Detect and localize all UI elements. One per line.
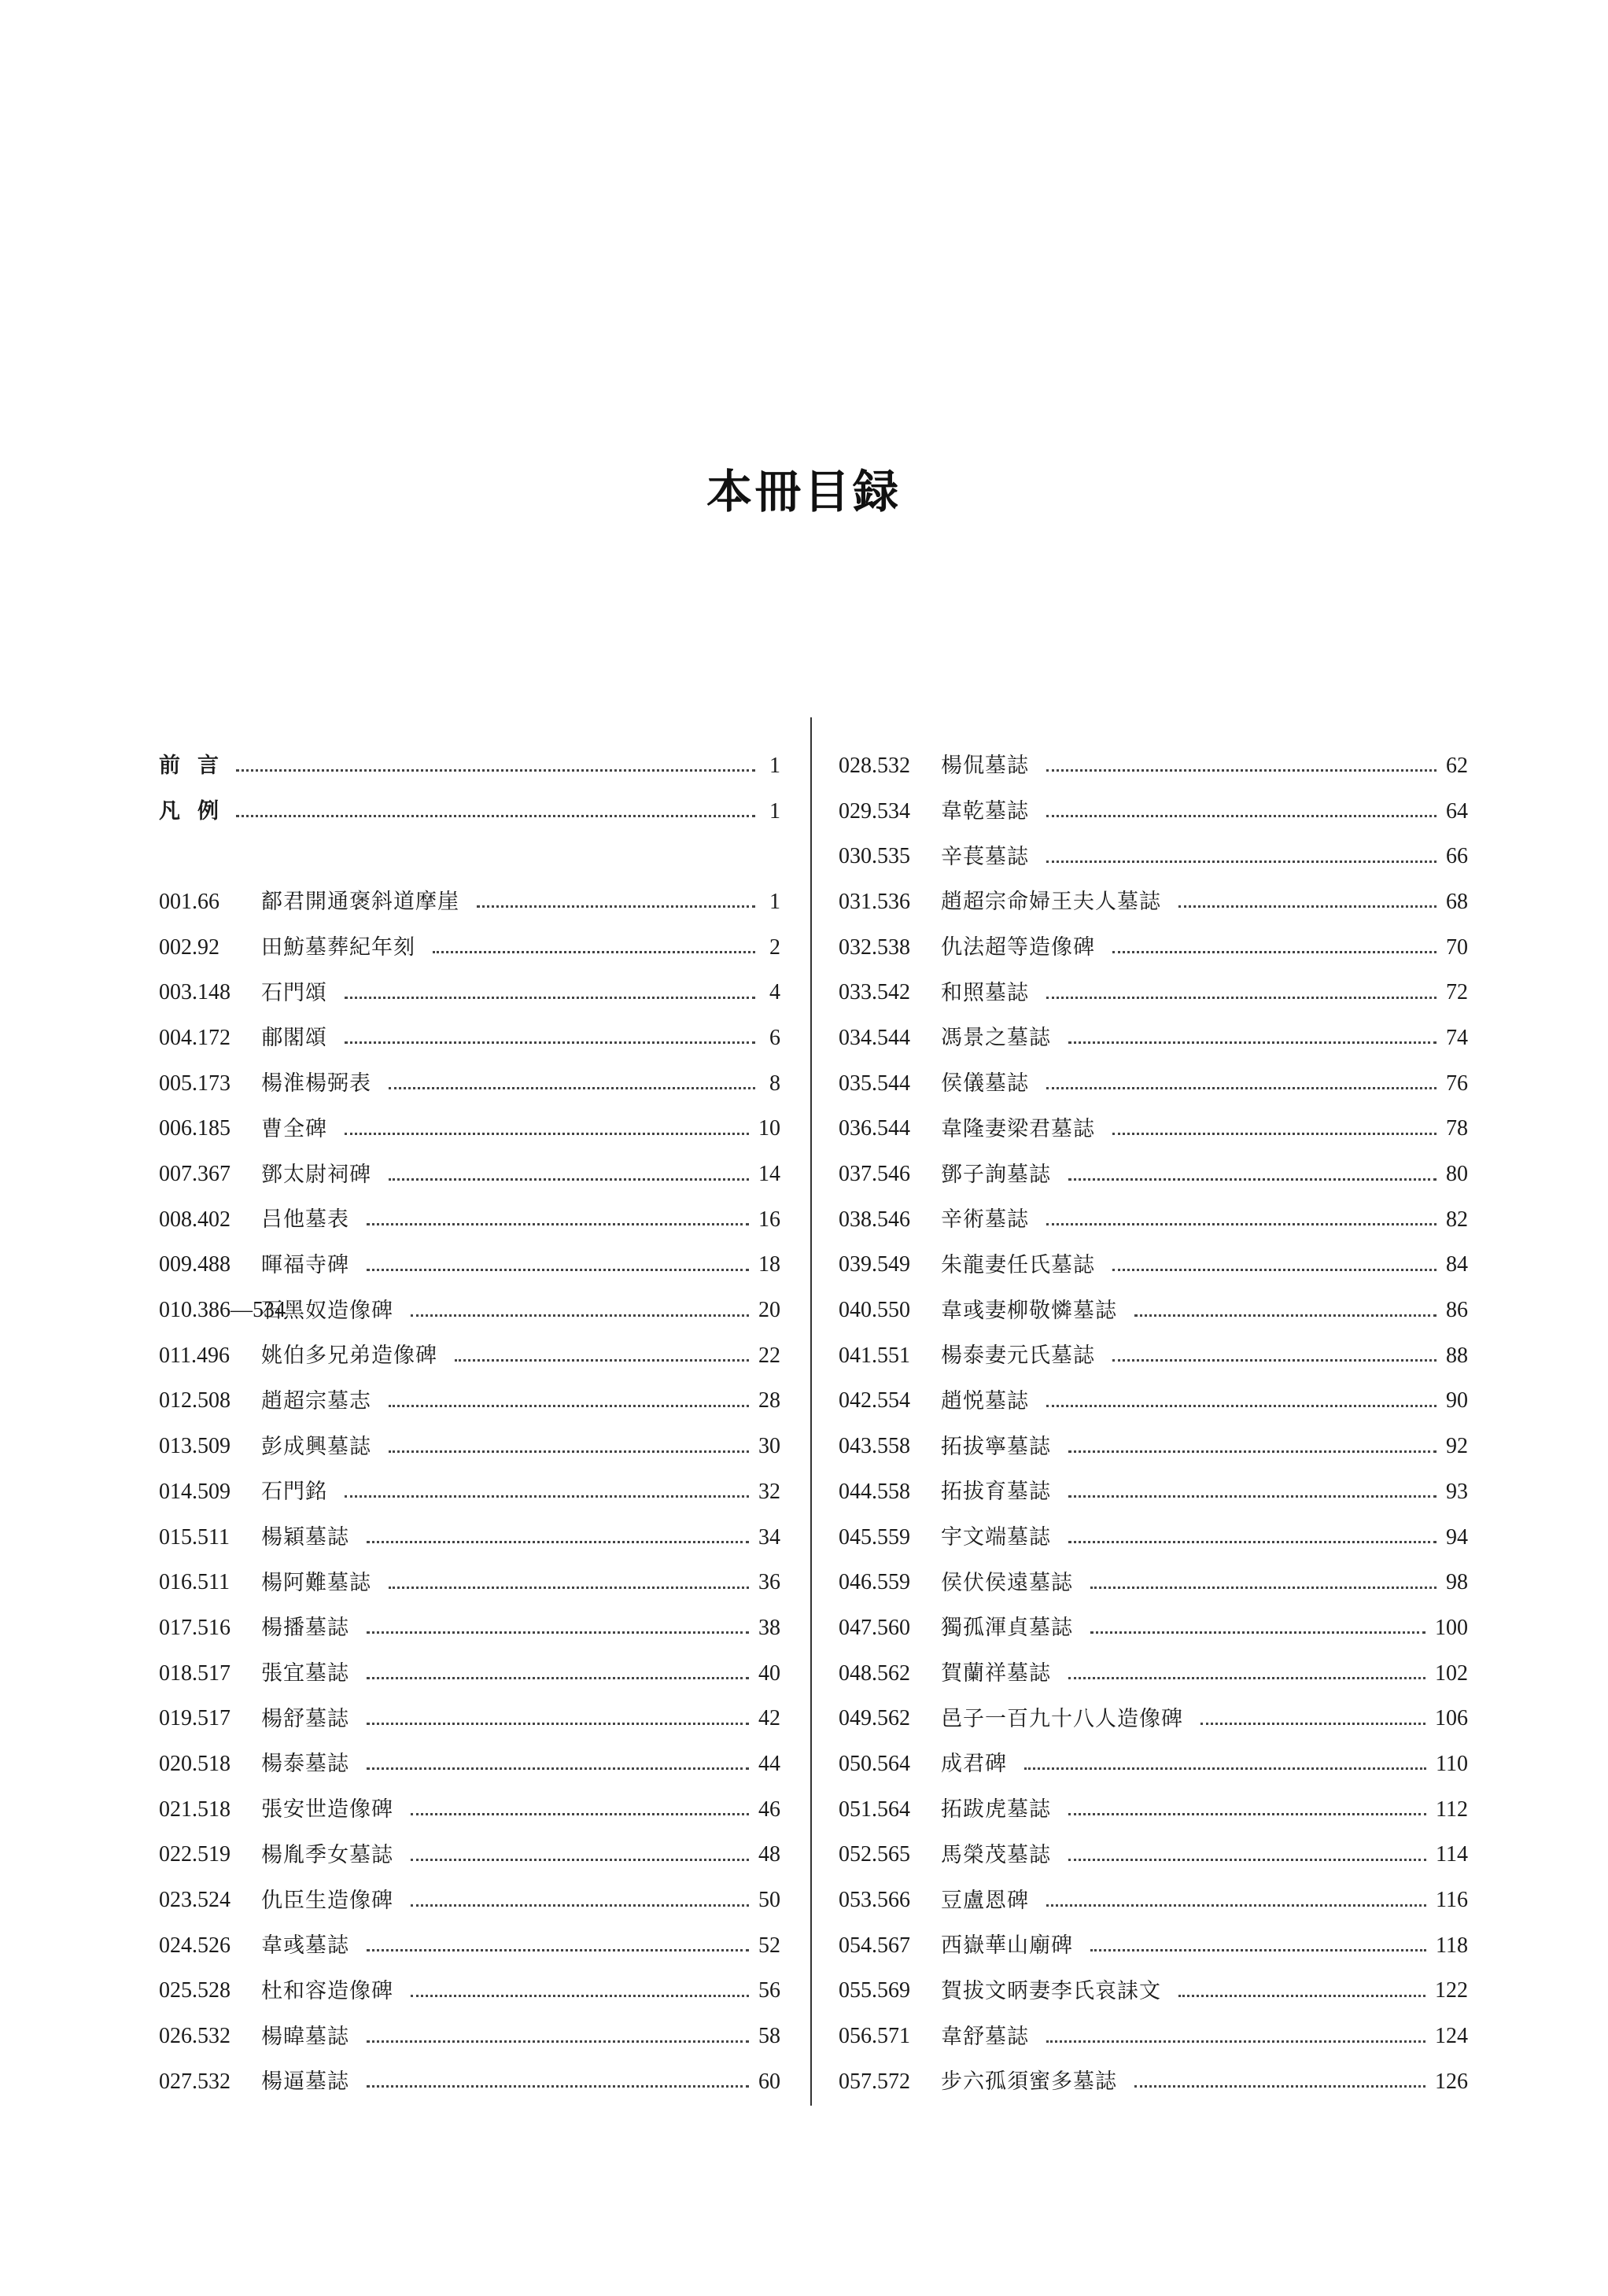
entry-page-number: 82 (1446, 1207, 1468, 1232)
entry-page-number: 20 (758, 1298, 780, 1323)
toc-entry[interactable] (159, 1878, 780, 1923)
entry-page-number: 78 (1446, 1116, 1468, 1141)
entry-page-number: 1 (769, 753, 780, 778)
toc-entry[interactable] (839, 1379, 1468, 1424)
toc-entry[interactable] (839, 1878, 1468, 1923)
entry-number: 043.558 (839, 1434, 910, 1459)
dot-leader (1046, 769, 1437, 772)
entry-page-number: 42 (758, 1706, 780, 1731)
entry-title: 拓拔寧墓誌 (941, 1434, 1051, 1459)
entry-number: 054.567 (839, 1933, 910, 1958)
toc-entry[interactable] (159, 1469, 780, 1515)
toc-entry[interactable] (159, 1787, 780, 1833)
entry-title: 韋彧墓誌 (261, 1933, 349, 1959)
entry-page-number: 74 (1446, 1025, 1468, 1050)
toc-entry[interactable] (159, 743, 780, 789)
toc-entry[interactable] (839, 1243, 1468, 1288)
entry-number: 057.572 (839, 2069, 910, 2094)
entry-title: 拓跋虎墓誌 (941, 1797, 1051, 1822)
toc-entry[interactable] (839, 1696, 1468, 1741)
dot-leader (1046, 2040, 1425, 2043)
entry-title: 趙超宗命婦王夫人墓誌 (941, 890, 1161, 915)
entry-page-number: 102 (1435, 1660, 1468, 1686)
entry-number: 010.386—534 (159, 1298, 286, 1323)
dot-leader (367, 2040, 749, 2043)
dot-leader (345, 1495, 749, 1498)
entry-title: 韋乾墓誌 (941, 799, 1029, 824)
entry-number: 034.544 (839, 1025, 910, 1050)
page-title: 本冊目録 (706, 465, 902, 518)
dot-leader (367, 1631, 749, 1634)
dot-leader (411, 1995, 749, 1997)
entry-page-number: 112 (1436, 1797, 1468, 1822)
entry-number: 024.526 (159, 1933, 231, 1958)
dot-leader (433, 951, 755, 953)
entry-page-number: 88 (1446, 1343, 1468, 1368)
dot-leader (1068, 1450, 1437, 1453)
entry-page-number: 4 (769, 980, 780, 1005)
dot-leader (1024, 1767, 1426, 1770)
entry-page-number: 28 (758, 1388, 780, 1413)
toc-entry[interactable] (839, 743, 1468, 789)
entry-title: 馬榮茂墓誌 (941, 1842, 1051, 1867)
entry-title: 辛術墓誌 (941, 1207, 1029, 1233)
entry-page-number: 100 (1435, 1615, 1468, 1640)
entry-number: 032.538 (839, 934, 910, 960)
entry-page-number: 50 (758, 1888, 780, 1913)
entry-page-number: 114 (1436, 1842, 1468, 1867)
entry-title: 宇文端墓誌 (941, 1525, 1051, 1550)
entry-number: 031.536 (839, 889, 910, 914)
dot-leader (345, 997, 755, 999)
entry-title: 石門銘 (261, 1480, 327, 1505)
entry-title: 楊胤季女墓誌 (261, 1842, 393, 1867)
dot-leader (411, 1813, 749, 1815)
entry-page-number: 10 (758, 1116, 780, 1141)
entry-page-number: 126 (1435, 2069, 1468, 2094)
entry-number: 030.535 (839, 844, 910, 869)
entry-page-number: 36 (758, 1570, 780, 1595)
entry-title: 馮景之墓誌 (941, 1026, 1051, 1051)
entry-number: 012.508 (159, 1388, 231, 1413)
entry-title: 張安世造像碑 (261, 1797, 393, 1822)
entry-number: 051.564 (839, 1797, 910, 1822)
dot-leader (236, 815, 755, 817)
dot-leader (1068, 1813, 1426, 1815)
entry-title: 楊阿難墓誌 (261, 1570, 371, 1595)
entry-title: 仇臣生造像碑 (261, 1888, 393, 1913)
toc-entry[interactable] (839, 1015, 1468, 1061)
entry-page-number: 92 (1446, 1434, 1468, 1459)
entry-title: 韋彧妻柳敬憐墓誌 (941, 1298, 1117, 1323)
entry-page-number: 106 (1435, 1706, 1468, 1731)
entry-title: 韋舒墓誌 (941, 2024, 1029, 2049)
entry-page-number: 44 (758, 1751, 780, 1776)
entry-number: 017.516 (159, 1615, 231, 1640)
entry-page-number: 118 (1436, 1933, 1468, 1958)
toc-entry[interactable] (159, 1197, 780, 1243)
dot-leader (367, 1541, 749, 1543)
toc-entry[interactable] (839, 1969, 1468, 2014)
entry-title: 賀拔文昞妻李氏哀誄文 (941, 1978, 1161, 2003)
entry-title: 楊泰墓誌 (261, 1752, 349, 1777)
dot-leader (1068, 1178, 1437, 1181)
entry-number: 029.534 (839, 798, 910, 824)
entry-page-number: 32 (758, 1479, 780, 1504)
entry-title: 韋隆妻梁君墓誌 (941, 1116, 1095, 1141)
toc-entry[interactable] (159, 2014, 780, 2059)
entry-number: 035.544 (839, 1071, 910, 1096)
entry-page-number: 70 (1446, 934, 1468, 960)
toc-entry[interactable] (839, 1152, 1468, 1197)
dot-leader (1178, 905, 1437, 908)
entry-number: 053.566 (839, 1888, 910, 1913)
dot-leader (236, 769, 755, 772)
entry-title: 楊侃墓誌 (941, 754, 1029, 779)
entry-title: 拓拔育墓誌 (941, 1480, 1051, 1505)
dot-leader (477, 905, 755, 908)
entry-title: 趙超宗墓志 (261, 1388, 371, 1413)
toc-entry[interactable] (839, 834, 1468, 879)
entry-number: 049.562 (839, 1706, 910, 1731)
entry-title: 鄐君開通褒斜道摩崖 (261, 890, 459, 915)
entry-title: 石黑奴造像碑 (261, 1298, 393, 1323)
entry-title: 趙悦墓誌 (941, 1388, 1029, 1413)
entry-number: 001.66 (159, 889, 219, 914)
entry-page-number: 34 (758, 1524, 780, 1550)
entry-page-number: 52 (758, 1933, 780, 1958)
toc-entry[interactable] (159, 1288, 780, 1333)
dot-leader (1068, 1541, 1437, 1543)
entry-number: 033.542 (839, 980, 910, 1005)
dot-leader (1068, 1859, 1426, 1861)
entry-title: 和照墓誌 (941, 980, 1029, 1005)
toc-entry[interactable] (159, 1969, 780, 2014)
toc-entry[interactable] (839, 1469, 1468, 1515)
toc-left-column (159, 743, 780, 2105)
entry-number: 023.524 (159, 1888, 231, 1913)
entry-number: 050.564 (839, 1751, 910, 1776)
dot-leader (411, 1904, 749, 1907)
toc-entry[interactable] (839, 1787, 1468, 1833)
entry-number: 018.517 (159, 1660, 231, 1686)
entry-number: 055.569 (839, 1978, 910, 2003)
entry-page-number: 84 (1446, 1252, 1468, 1277)
entry-number: 046.559 (839, 1570, 910, 1595)
entry-title: 侯儀墓誌 (941, 1071, 1029, 1096)
dot-leader (1046, 815, 1437, 817)
dot-leader (1068, 1041, 1437, 1044)
entry-number: 005.173 (159, 1071, 231, 1096)
entry-page-number: 18 (758, 1252, 780, 1277)
entry-title: 鄧子詢墓誌 (941, 1162, 1051, 1187)
entry-title: 獨孤渾貞墓誌 (941, 1616, 1073, 1641)
dot-leader (1046, 1087, 1437, 1089)
entry-number: 041.551 (839, 1343, 910, 1368)
dot-leader (411, 1314, 749, 1317)
entry-page-number: 6 (769, 1025, 780, 1050)
toc-entry[interactable] (839, 1288, 1468, 1333)
entry-title: 張宜墓誌 (261, 1661, 349, 1686)
entry-number: 009.488 (159, 1252, 231, 1277)
entry-number: 052.565 (839, 1842, 910, 1867)
dot-leader (367, 1949, 749, 1951)
dot-leader (1068, 1677, 1425, 1679)
toc-entry[interactable] (839, 1424, 1468, 1469)
dot-leader (367, 1723, 749, 1725)
entry-page-number: 98 (1446, 1570, 1468, 1595)
entry-number: 002.92 (159, 934, 219, 960)
entry-number: 007.367 (159, 1162, 231, 1187)
entry-title: 楊穎墓誌 (261, 1525, 349, 1550)
entry-page-number: 58 (758, 2024, 780, 2049)
entry-page-number: 76 (1446, 1071, 1468, 1096)
entry-title: 賀蘭祥墓誌 (941, 1661, 1051, 1686)
entry-number: 013.509 (159, 1434, 231, 1459)
dot-leader (411, 1859, 749, 1861)
entry-number: 014.509 (159, 1479, 231, 1504)
entry-title: 成君碑 (941, 1752, 1007, 1777)
dot-leader (455, 1359, 749, 1362)
dot-leader (1090, 1631, 1425, 1634)
entry-page-number: 22 (758, 1343, 780, 1368)
toc-entry[interactable] (159, 1696, 780, 1741)
toc-entry[interactable] (159, 1560, 780, 1605)
entry-number: 036.544 (839, 1116, 910, 1141)
toc-entry[interactable] (159, 2059, 780, 2105)
toc-entry[interactable] (159, 1243, 780, 1288)
dot-leader (345, 1041, 755, 1044)
entry-title: 前言 (159, 754, 236, 779)
toc-entry[interactable] (159, 1923, 780, 1969)
entry-title: 豆盧恩碑 (941, 1888, 1029, 1913)
entry-number: 028.532 (839, 753, 910, 778)
entry-page-number: 122 (1435, 1978, 1468, 2003)
dot-leader (1046, 1223, 1437, 1225)
toc-entry[interactable] (839, 1560, 1468, 1605)
dot-leader (1046, 1405, 1437, 1407)
dot-leader (1200, 1723, 1425, 1725)
entry-title: 楊逼墓誌 (261, 2069, 349, 2095)
entry-page-number: 66 (1446, 844, 1468, 869)
toc-entry[interactable] (839, 1061, 1468, 1107)
entry-page-number: 48 (758, 1842, 780, 1867)
entry-page-number: 72 (1446, 980, 1468, 1005)
entry-page-number: 64 (1446, 798, 1468, 824)
dot-leader (389, 1587, 749, 1589)
entry-page-number: 1 (769, 798, 780, 824)
dot-leader (1090, 1949, 1426, 1951)
entry-number: 003.148 (159, 980, 231, 1005)
toc-entry[interactable] (839, 970, 1468, 1015)
entry-number: 056.571 (839, 2024, 910, 2049)
section-gap (159, 834, 780, 879)
dot-leader (1046, 861, 1437, 863)
dot-leader (389, 1450, 749, 1453)
column-divider (810, 717, 812, 2106)
toc-entry[interactable] (159, 970, 780, 1015)
entry-title: 姚伯多兄弟造像碑 (261, 1343, 437, 1369)
entry-number: 022.519 (159, 1842, 231, 1867)
entry-number: 048.562 (839, 1660, 910, 1686)
toc-entry[interactable] (839, 1605, 1468, 1651)
entry-title: 侯伏侯遠墓誌 (941, 1570, 1073, 1595)
toc-entry[interactable] (839, 789, 1468, 835)
entry-page-number: 68 (1446, 889, 1468, 914)
entry-title: 仇法超等造像碑 (941, 935, 1095, 960)
entry-number: 015.511 (159, 1524, 230, 1550)
toc-entry[interactable] (839, 1197, 1468, 1243)
entry-page-number: 62 (1446, 753, 1468, 778)
entry-title: 郙閣頌 (261, 1026, 327, 1051)
dot-leader (1068, 1495, 1437, 1498)
entry-number: 042.554 (839, 1388, 910, 1413)
entry-page-number: 86 (1446, 1298, 1468, 1323)
entry-number: 021.518 (159, 1797, 231, 1822)
entry-page-number: 94 (1446, 1524, 1468, 1550)
entry-title: 西嶽華山廟碑 (941, 1933, 1073, 1959)
entry-number: 006.185 (159, 1116, 231, 1141)
entry-page-number: 46 (758, 1797, 780, 1822)
dot-leader (367, 1677, 749, 1679)
toc-entry[interactable] (839, 1515, 1468, 1561)
dot-leader (367, 2085, 749, 2088)
entry-number: 040.550 (839, 1298, 910, 1323)
entry-page-number: 38 (758, 1615, 780, 1640)
toc-entry[interactable] (839, 2059, 1468, 2105)
dot-leader (1178, 1995, 1425, 1997)
entry-title: 楊播墓誌 (261, 1616, 349, 1641)
toc-entry[interactable] (159, 1605, 780, 1651)
entry-number: 045.559 (839, 1524, 910, 1550)
dot-leader (1112, 951, 1437, 953)
entry-title: 杜和容造像碑 (261, 1978, 393, 2003)
entry-title: 辛萇墓誌 (941, 844, 1029, 869)
toc-entry[interactable] (839, 1741, 1468, 1787)
entry-page-number: 90 (1446, 1388, 1468, 1413)
toc-entry[interactable] (159, 1833, 780, 1878)
entry-number: 004.172 (159, 1025, 231, 1050)
entry-page-number: 2 (769, 934, 780, 960)
entry-page-number: 30 (758, 1434, 780, 1459)
entry-title: 楊淮楊弼表 (261, 1071, 371, 1096)
toc-entry[interactable] (839, 1833, 1468, 1878)
toc-entry[interactable] (159, 1515, 780, 1561)
toc-entry[interactable] (159, 879, 780, 925)
dot-leader (389, 1405, 749, 1407)
entry-number: 019.517 (159, 1706, 231, 1731)
dot-leader (1112, 1133, 1437, 1135)
entry-page-number: 8 (769, 1071, 780, 1096)
entry-number: 038.546 (839, 1207, 910, 1232)
entry-title: 楊舒墓誌 (261, 1706, 349, 1731)
toc-entry[interactable] (159, 1333, 780, 1379)
entry-page-number: 1 (769, 889, 780, 914)
entry-title: 曹全碑 (261, 1116, 327, 1141)
toc-entry[interactable] (159, 1152, 780, 1197)
toc-entry[interactable] (159, 1379, 780, 1424)
entry-title: 吕他墓表 (261, 1207, 349, 1233)
entry-page-number: 60 (758, 2069, 780, 2094)
dot-leader (1112, 1269, 1437, 1271)
toc-entry[interactable] (839, 1107, 1468, 1152)
dot-leader (345, 1133, 749, 1135)
entry-number: 039.549 (839, 1252, 910, 1277)
entry-page-number: 110 (1436, 1751, 1468, 1776)
dot-leader (1112, 1359, 1437, 1362)
entry-number: 025.528 (159, 1978, 231, 2003)
entry-title: 田魴墓葬紀年刻 (261, 935, 415, 960)
entry-title: 鄧太尉祠碑 (261, 1162, 371, 1187)
entry-number: 011.496 (159, 1343, 230, 1368)
entry-number: 037.546 (839, 1162, 910, 1187)
toc-entry[interactable] (159, 1107, 780, 1152)
toc-entry[interactable] (839, 2014, 1468, 2059)
entry-page-number: 124 (1435, 2024, 1468, 2049)
entry-number: 044.558 (839, 1479, 910, 1504)
dot-leader (389, 1087, 755, 1089)
toc-entry[interactable] (159, 1741, 780, 1787)
toc-entry[interactable] (159, 789, 780, 835)
entry-title: 朱龍妻任氏墓誌 (941, 1252, 1095, 1277)
dot-leader (1134, 2085, 1425, 2088)
dot-leader (389, 1178, 749, 1181)
entry-title: 凡例 (159, 799, 236, 824)
entry-page-number: 93 (1446, 1479, 1468, 1504)
dot-leader (1090, 1587, 1437, 1589)
entry-number: 026.532 (159, 2024, 231, 2049)
dot-leader (1134, 1314, 1437, 1317)
entry-page-number: 40 (758, 1660, 780, 1686)
entry-number: 047.560 (839, 1615, 910, 1640)
toc-entry[interactable] (159, 1424, 780, 1469)
dot-leader (1046, 997, 1437, 999)
entry-title: 邑子一百九十八人造像碑 (941, 1706, 1183, 1731)
entry-title: 楊暐墓誌 (261, 2024, 349, 2049)
entry-title: 楊泰妻元氏墓誌 (941, 1343, 1095, 1369)
entry-page-number: 56 (758, 1978, 780, 2003)
dot-leader (367, 1767, 749, 1770)
entry-page-number: 16 (758, 1207, 780, 1232)
toc-entry[interactable] (839, 1651, 1468, 1697)
toc-right-column (839, 743, 1468, 2105)
toc-entry[interactable] (839, 1923, 1468, 1969)
entry-number: 016.511 (159, 1570, 230, 1595)
toc-entry[interactable] (159, 925, 780, 971)
entry-page-number: 116 (1436, 1888, 1468, 1913)
entry-title: 步六孤須蜜多墓誌 (941, 2069, 1117, 2095)
toc-entry[interactable] (159, 1651, 780, 1697)
entry-number: 008.402 (159, 1207, 231, 1232)
entry-page-number: 14 (758, 1162, 780, 1187)
entry-number: 020.518 (159, 1751, 231, 1776)
entry-number: 027.532 (159, 2069, 231, 2094)
toc-entry[interactable] (159, 1061, 780, 1107)
dot-leader (367, 1223, 749, 1225)
toc-entry[interactable] (839, 925, 1468, 971)
entry-title: 暉福寺碑 (261, 1252, 349, 1277)
entry-page-number: 80 (1446, 1162, 1468, 1187)
entry-title: 彭成興墓誌 (261, 1434, 371, 1459)
dot-leader (1046, 1904, 1426, 1907)
toc-entry[interactable] (839, 1333, 1468, 1379)
entry-title: 石門頌 (261, 980, 327, 1005)
dot-leader (367, 1269, 749, 1271)
toc-entry[interactable] (159, 1015, 780, 1061)
toc-entry[interactable] (839, 879, 1468, 925)
